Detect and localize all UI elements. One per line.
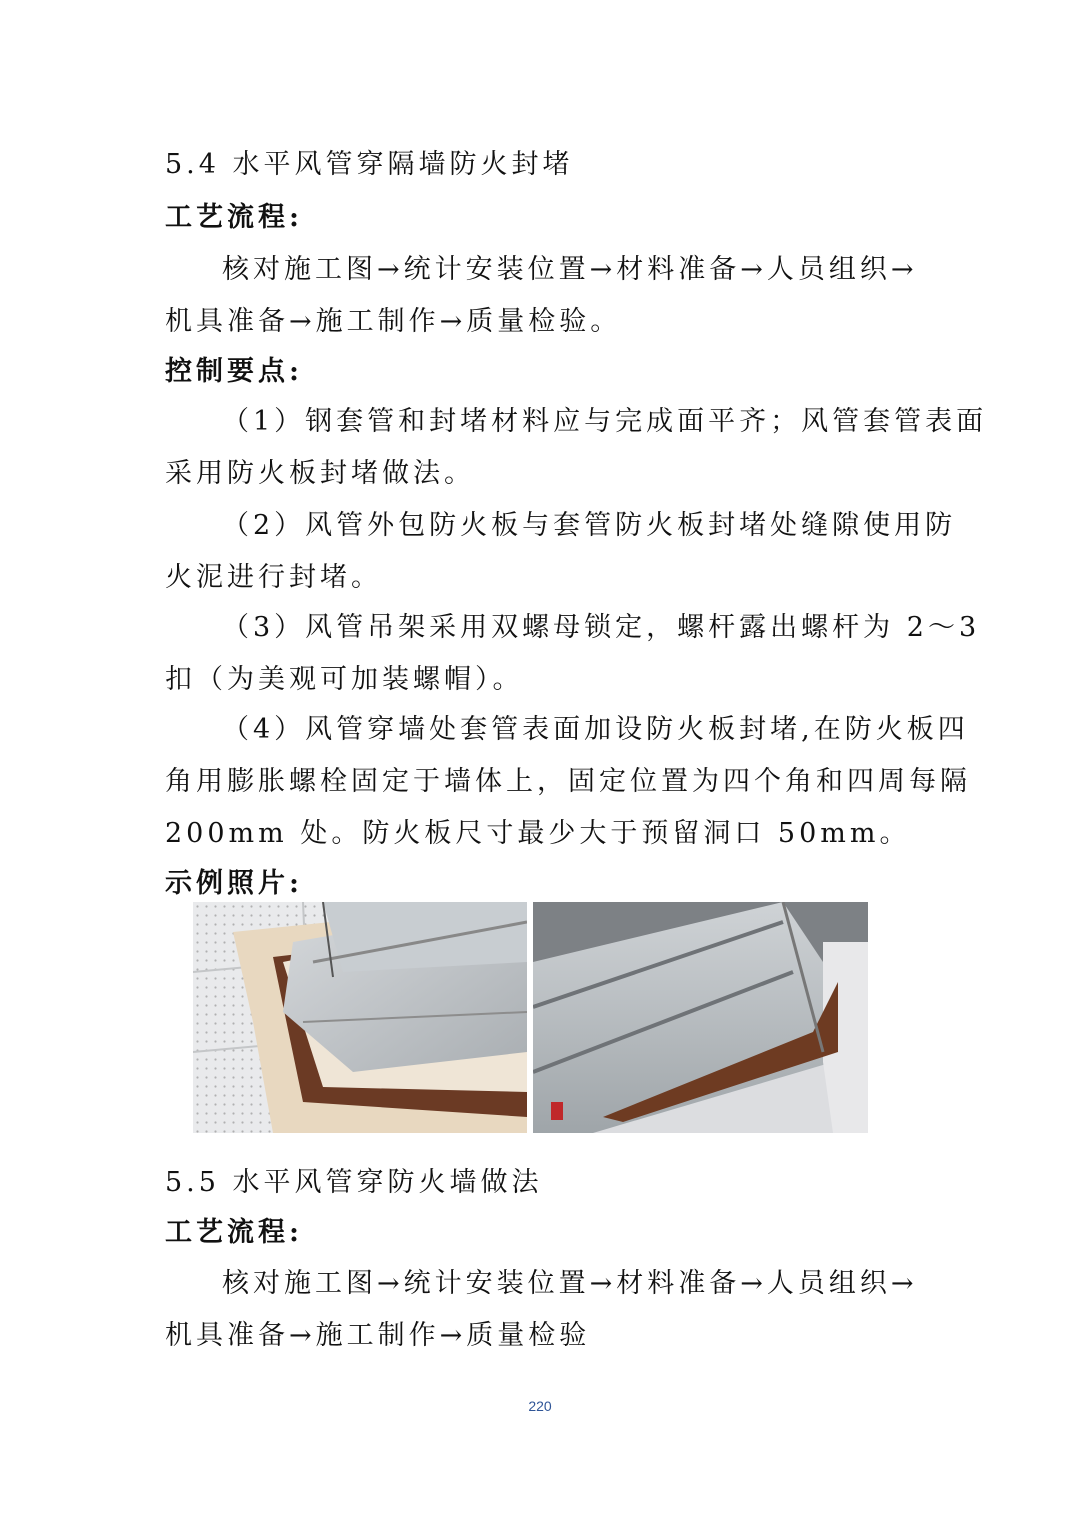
example-photos-heading: 示例照片:: [165, 868, 303, 899]
process-heading-2: 工艺流程:: [165, 1217, 303, 1248]
process-text-2-line1: 核对施工图→统计安装位置→材料准备→人员组织→: [222, 1268, 918, 1299]
process-text-line2: 机具准备→施工制作→质量检验。: [165, 306, 622, 337]
control-point-4-line1: （4）风管穿墙处套管表面加设防火板封堵,在防火板四: [222, 714, 969, 745]
example-photo-left: [193, 902, 527, 1133]
process-text-line1: 核对施工图→统计安装位置→材料准备→人员组织→: [222, 254, 918, 285]
page-number: 220: [528, 1398, 552, 1414]
control-point-1-line1: （1）钢套管和封堵材料应与完成面平齐；风管套管表面: [222, 406, 988, 437]
process-text-2-line2: 机具准备→施工制作→质量检验: [165, 1320, 591, 1351]
control-point-3-line1: （3）风管吊架采用双螺母锁定，螺杆露出螺杆为 2～3: [222, 612, 981, 643]
control-point-2-line1: （2）风管外包防火板与套管防火板封堵处缝隙使用防: [222, 510, 957, 541]
control-points-heading: 控制要点:: [165, 356, 303, 387]
section-5-4-title: 5.4 水平风管穿隔墙防火封堵: [165, 149, 574, 180]
process-heading: 工艺流程:: [165, 202, 303, 233]
control-point-4-line3: 200mm 处。防火板尺寸最少大于预留洞口 50mm。: [165, 818, 911, 849]
control-point-2-line2: 火泥进行封堵。: [165, 562, 382, 593]
example-photo-right: [533, 902, 868, 1133]
control-point-4-line2: 角用膨胀螺栓固定于墙体上，固定位置为四个角和四周每隔: [165, 766, 971, 797]
control-point-3-line2: 扣（为美观可加装螺帽）。: [165, 664, 524, 695]
section-5-5-title: 5.5 水平风管穿防火墙做法: [165, 1167, 543, 1198]
control-point-1-line2: 采用防火板封堵做法。: [165, 458, 475, 489]
